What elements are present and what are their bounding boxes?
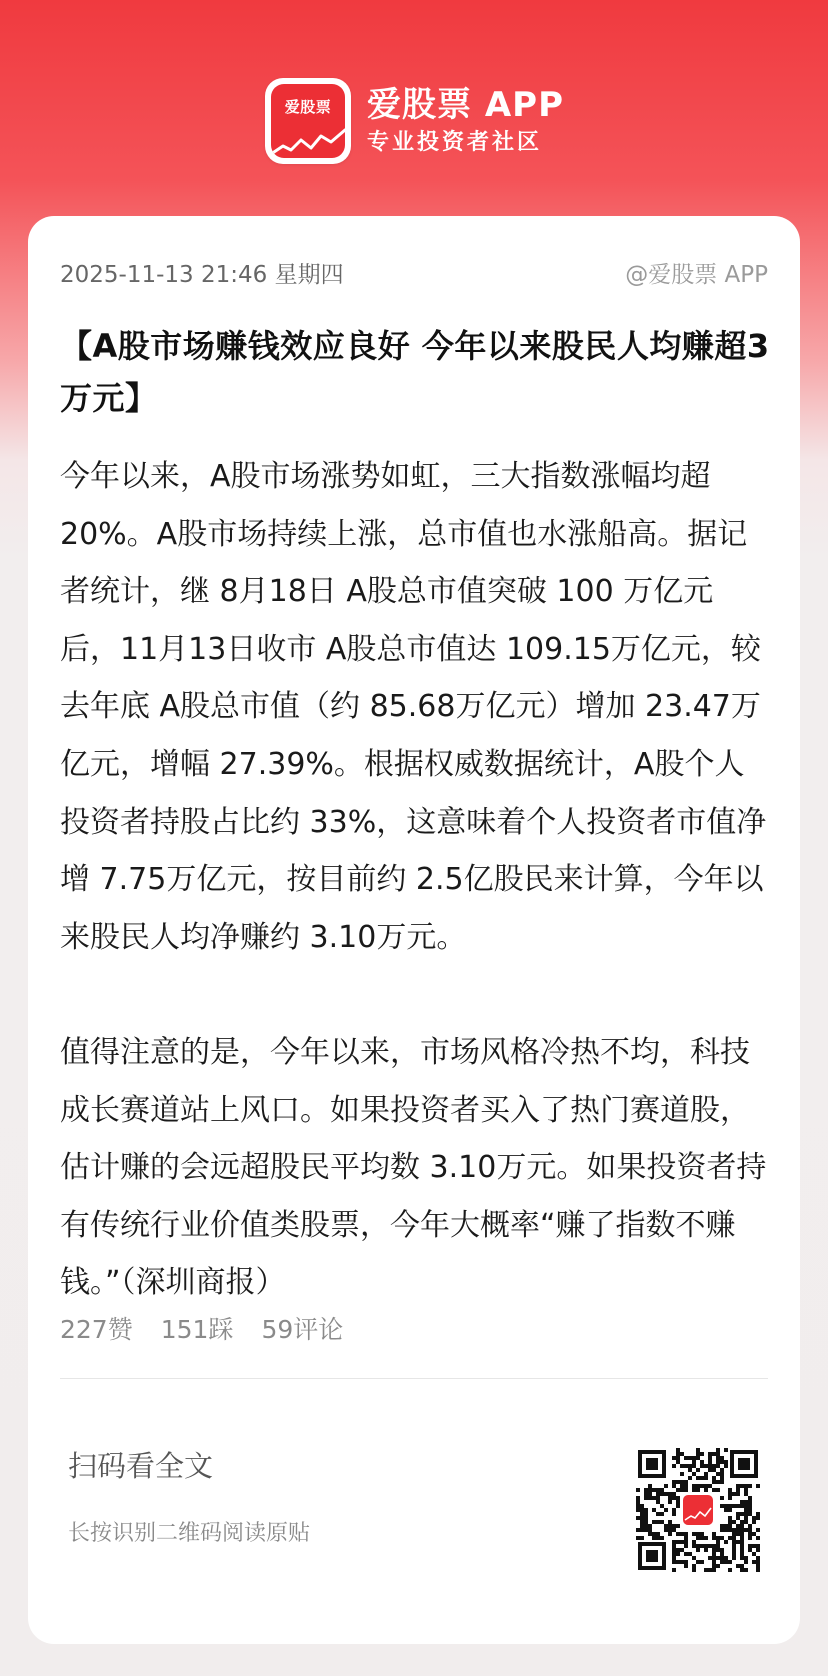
logo-text: 爱股票 (284, 98, 332, 116)
trend-line-icon (271, 118, 345, 158)
scan-subtitle: 长按识别二维码阅读原贴 (68, 1521, 311, 1546)
brand-name: 爱股票 APP (367, 85, 564, 125)
post-meta (60, 256, 768, 289)
post-source[interactable]: @爱股票 APP (625, 262, 768, 288)
post-stats (60, 1310, 343, 1346)
like-count[interactable]: 227赞 (60, 1315, 133, 1344)
brand-tagline: 专业投资者社区 (367, 130, 543, 155)
post-datetime: 2025-11-13 21:46 星期四 (60, 262, 344, 288)
comment-count[interactable]: 59评论 (261, 1315, 344, 1344)
divider (60, 1378, 768, 1379)
scan-title: 扫码看全文 (68, 1449, 214, 1483)
post-body (60, 448, 770, 1312)
qr-code-icon[interactable] (636, 1448, 760, 1572)
post-card (28, 216, 800, 1644)
post-title: 【A股市场赚钱效应良好 今年以来股民人均赚超3万元】 (60, 327, 770, 417)
post-paragraph: 今年以来，A股市场涨势如虹，三大指数涨幅均超 20%。A股市场持续上涨，总市值也水涨船高。据记者统计，继 8月18日 A股总市值突破 100 万亿元后，11月13日收市 A股总市值达 109.15万亿元，较去年底 A股总市值（约 85.68万亿元）增加 23.47万亿元，增幅 27.39%。根据权威数据统计，A股个人投资者持股占比约 33%，这意味着个人投资者市值净增 7.75万亿元，按目前约 2.5亿股民来计算，今年以来股民人均净赚约 3.10万元。 (60, 459, 767, 955)
brand-header (265, 78, 564, 164)
dislike-count[interactable]: 151踩 (160, 1315, 234, 1344)
post-paragraph: 值得注意的是，今年以来，市场风格冷热不均，科技成长赛道站上风口。如果投资者买入了热门赛道股，估计赚的会远超股民平均数 3.10万元。如果投资者持有传统行业价值类股票，今年大概率“赚了指数不赚钱。”（深圳商报） (60, 1034, 767, 1301)
app-logo-icon (265, 78, 351, 164)
